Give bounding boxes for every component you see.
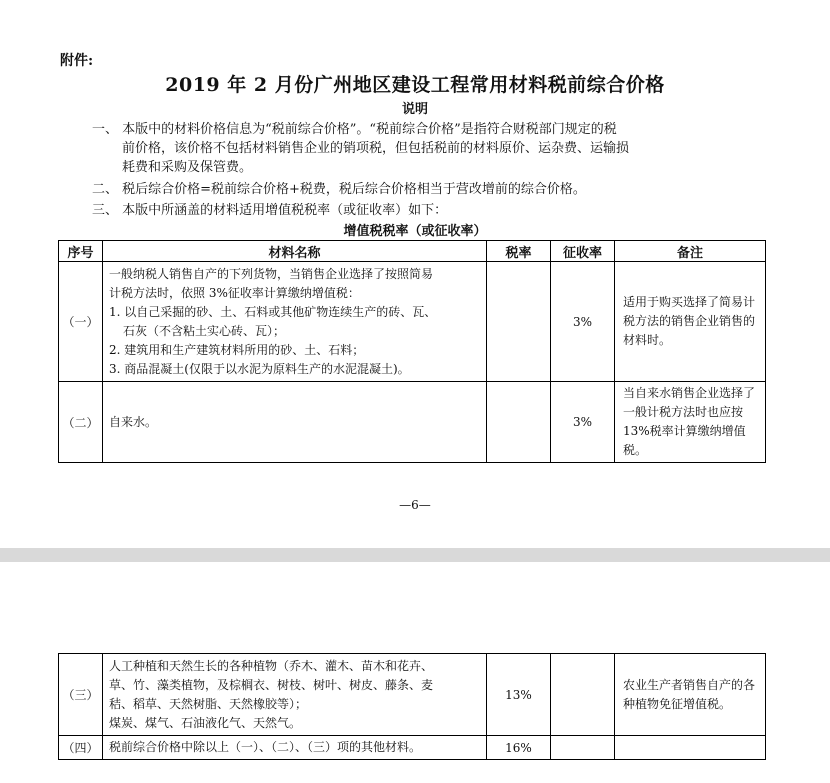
subtitle: 说明 [401, 102, 428, 117]
name-line: 秸、稻草、天然树脂、天然橡胶等）； [109, 696, 308, 711]
name-line: 石灰（不含粘土实心砖、瓦）； [123, 323, 286, 338]
row-material-name [103, 382, 487, 463]
tax-rate-table-continued [58, 653, 766, 760]
row-levy-rate: 3% [551, 382, 615, 463]
table-row [59, 654, 766, 736]
header-levy-rate: 征收率 [551, 241, 615, 262]
paragraph-1-line: 前价格，该价格不包括材料销售企业的销项税，但包括税前的材料原价、运杂费、运输损 [122, 141, 630, 156]
row-material-name [103, 262, 487, 382]
table-row [59, 382, 766, 463]
table-row [59, 262, 766, 382]
row-tax-rate [487, 382, 551, 463]
row-index: （四） [59, 736, 103, 760]
table-row [59, 736, 766, 760]
row-index: （三） [59, 654, 103, 736]
table-header-row [59, 241, 766, 262]
paragraph-2: 二、 税后综合价格=税前综合价格+税费，税后综合价格相当于营改增前的综合价格。 [92, 182, 586, 197]
row-material-name [103, 736, 487, 760]
header-name: 材料名称 [103, 241, 487, 262]
page-number: —6— [399, 498, 431, 512]
name-line: 草、竹、藻类植物，及棕榈衣、树枝、树叶、树皮、藤条、麦 [109, 677, 434, 692]
name-line: 自来水。 [109, 414, 158, 429]
table-title: 增值税税率（或征收率） [343, 224, 487, 239]
page-title: 2019 年 2 月份广州地区建设工程常用材料税前综合价格 [165, 74, 665, 96]
row-material-name [103, 654, 487, 736]
header-tax-rate: 税率 [487, 241, 551, 262]
paragraph-3: 三、 本版中所涵盖的材料适用增值税税率（或征收率）如下： [92, 203, 448, 218]
row-note: 当自来水销售企业选择了一般计税方法时也应按 13%税率计算缴纳增值税。 [615, 382, 766, 463]
name-line: 一般纳税人销售自产的下列货物，当销售企业选择了按照简易 [109, 266, 434, 281]
name-line: 3. 商品混凝土(仅限于以水泥为原料生产的水泥混凝土)。 [109, 361, 410, 376]
row-note [615, 736, 766, 760]
row-levy-rate: 3% [551, 262, 615, 382]
paragraph-1-line: 一、 本版中的材料价格信息为“税前综合价格”。“税前综合价格”是指符合财税部门规定的税 [92, 122, 617, 137]
row-levy-rate [551, 736, 615, 760]
row-tax-rate [487, 262, 551, 382]
row-note: 适用于购买选择了简易计税方法的销售企业销售的材料时。 [615, 262, 766, 382]
header-note: 备注 [615, 241, 766, 262]
name-line: 煤炭、煤气、石油液化气、天然气。 [109, 715, 302, 730]
paragraph-1-line: 耗费和采购及保管费。 [122, 160, 253, 175]
row-tax-rate: 13% [487, 654, 551, 736]
row-levy-rate [551, 654, 615, 736]
row-tax-rate: 16% [487, 736, 551, 760]
row-index: （一） [59, 262, 103, 382]
header-index: 序号 [59, 241, 103, 262]
name-line: 1. 以自己采掘的砂、土、石料或其他矿物连续生产的砖、瓦、 [109, 304, 437, 319]
name-line: 2. 建筑用和生产建筑材料所用的砂、土、石料； [109, 342, 365, 357]
name-line: 人工种植和天然生长的各种植物（乔木、灌木、苗木和花卉、 [109, 658, 434, 673]
row-note: 农业生产者销售自产的各种植物免征增值税。 [615, 654, 766, 736]
tax-rate-table [58, 240, 766, 463]
name-line: 计税方法时，依照 3%征收率计算缴纳增值税： [109, 285, 360, 300]
name-line: 税前综合价格中除以上（一）、（二）、（三）项的其他材料。 [109, 740, 422, 754]
paragraph-1 [92, 120, 772, 177]
page-separator [0, 548, 830, 562]
attachment-label: 附件: [60, 53, 94, 69]
row-index: （二） [59, 382, 103, 463]
